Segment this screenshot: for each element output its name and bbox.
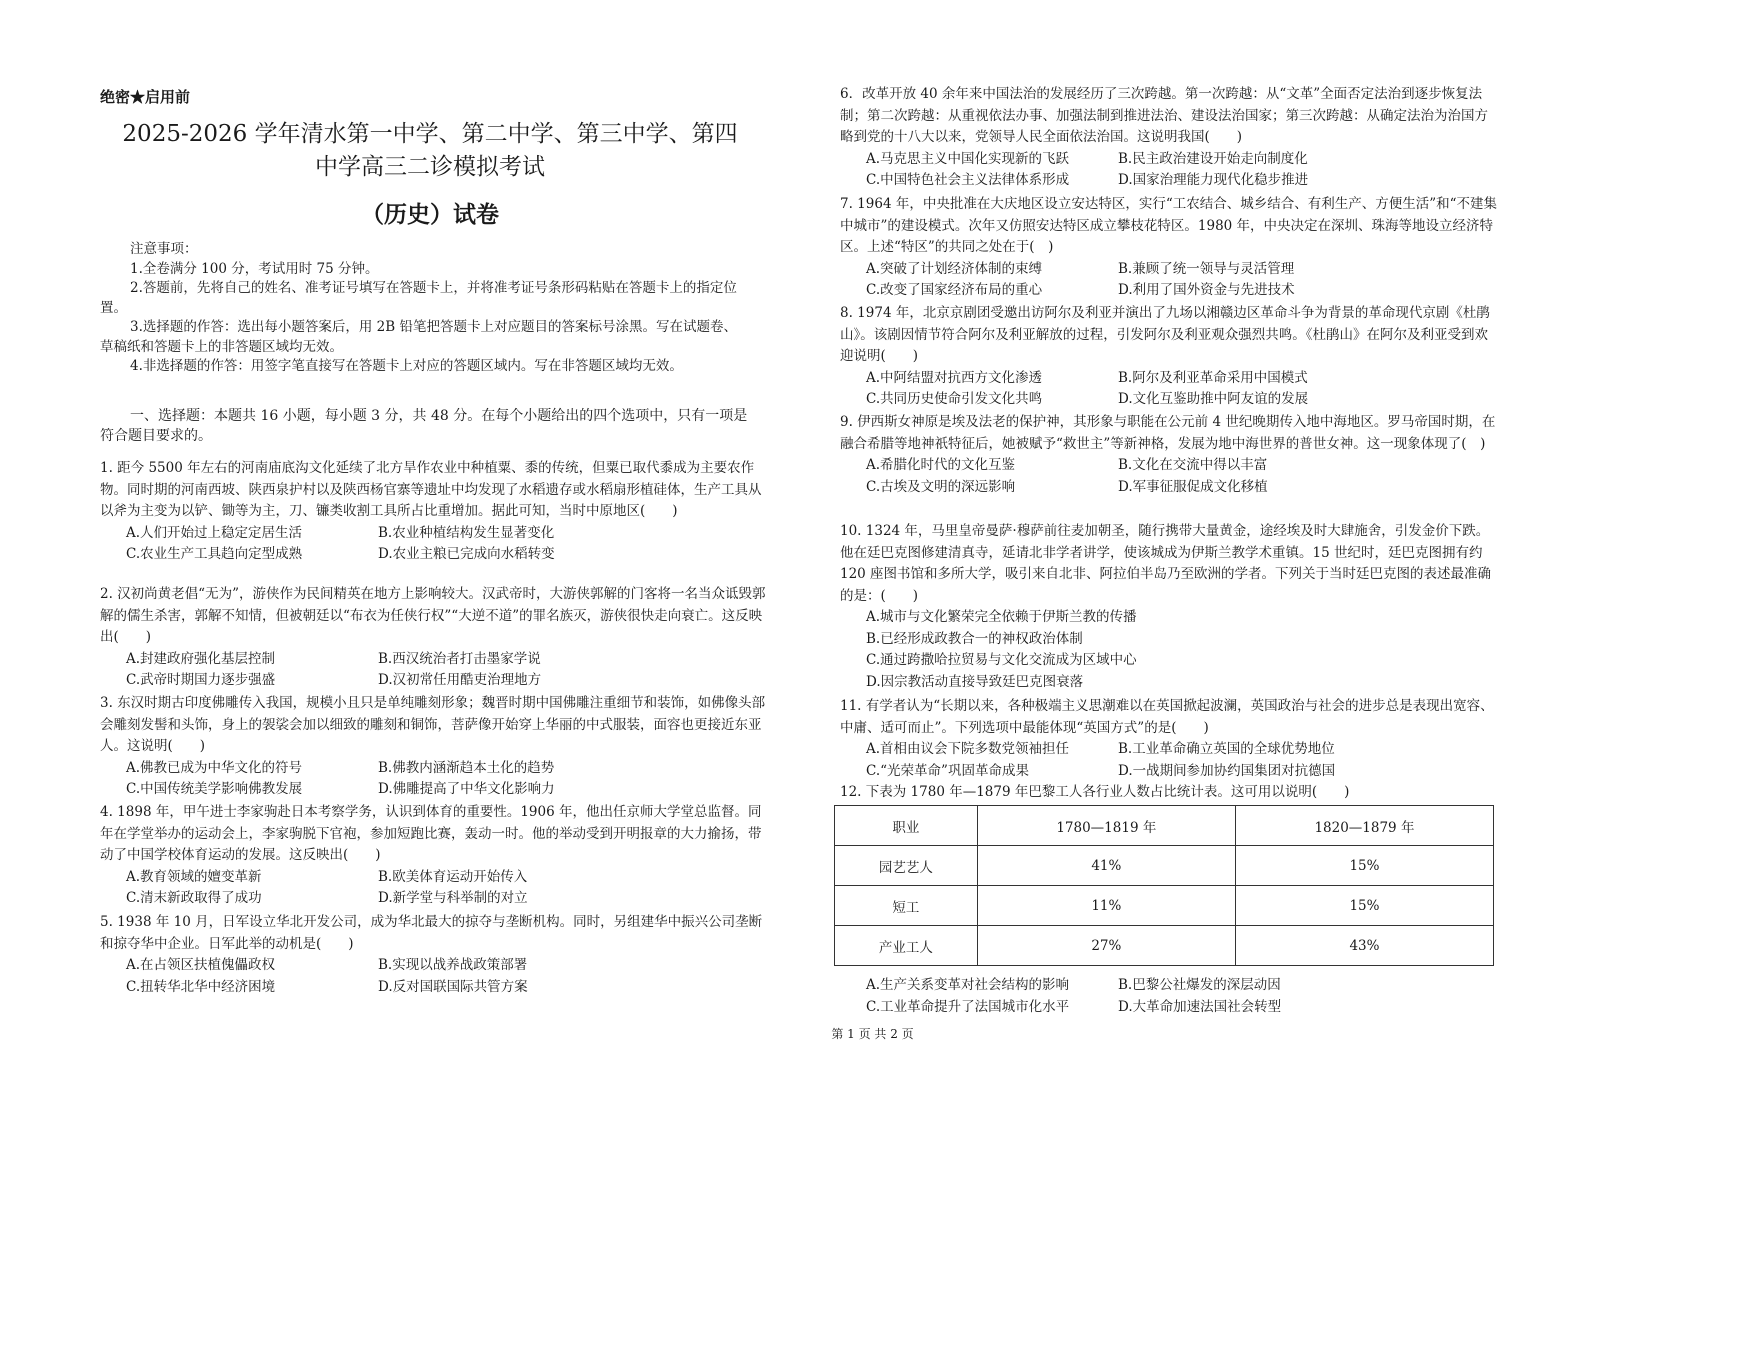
option-d[interactable]: D.大革命加速法国社会转型 [1118, 998, 1282, 1015]
data-table [834, 805, 1494, 966]
question-stem: 1. 距今 5500 年左右的河南庙底沟文化延续了北方旱作农业中种植粟、黍的传统，但粟已取代黍成为主要农作物。同时期的河南西坡、陕西泉护村以及陕西杨官寨等遗址中均发现了水稻遗存或水稻扇形植硅体，生产工具从以斧为主变为以铲、锄等为主，刀、镰类收割工具所占比重增加。据此可知，当时中原地区( ) [100, 460, 762, 519]
option-c[interactable]: C.工业革命提升了法国城市化水平 [866, 998, 1070, 1015]
option-b[interactable]: B.民主政治建设开始走向制度化 [1118, 150, 1308, 167]
option-d[interactable]: D.农业主粮已完成向水稻转变 [378, 546, 555, 562]
notice-item: 3.选择题的作答：选出每小题答案后，用 2B 铅笔把答题卡上对应题目的答案标号涂黑。写在试题卷、草稿纸和答题卡上的非答题区域均无效。 [100, 319, 737, 355]
option-a[interactable]: A.首相由议会下院多数党领袖担任 [866, 741, 1070, 757]
question-9 [840, 412, 1500, 498]
option-d[interactable]: D.利用了国外资金与先进技术 [1118, 282, 1295, 298]
table-cell: 15% [1235, 886, 1493, 926]
question-7 [840, 194, 1500, 302]
option-b[interactable]: B.文化在交流中得以丰富 [1118, 457, 1268, 473]
table-row [835, 846, 1494, 886]
question-stem: 10. 1324 年，马里皇帝曼萨·穆萨前往麦加朝圣，随行携带大量黄金，途经埃及时大肆施舍，引发金价下跌。他在廷巴克图修建清真寺，延请北非学者讲学，使该城成为伊斯兰教学术重镇。15 世纪时，廷巴克图拥有约 120 座图书馆和多所大学，吸引来自北非、阿拉伯半岛乃至欧洲的学者。下列关于当时廷巴克图的表述最准确的是：( ) [840, 523, 1492, 604]
option-a[interactable]: A.人们开始过上稳定定居生活 [126, 524, 303, 541]
table-row [835, 886, 1494, 926]
question-stem: 5. 1938 年 10 月，日军设立华北开发公司，成为华北最大的掠夺与垄断机构。同时，另组建华中振兴公司垄断和掠夺华中企业。日军此举的动机是( ) [100, 914, 763, 952]
question-stem: 12. 下表为 1780 年—1879 年巴黎工人各行业人数占比统计表。这可用以说明( ) [840, 784, 1350, 800]
option-b[interactable]: B.农业种植结构发生显著变化 [378, 524, 555, 541]
question-4 [100, 802, 770, 910]
options [840, 975, 1500, 1018]
option-b[interactable]: B.佛教内涵渐趋本土化的趋势 [378, 759, 555, 776]
question-6 [840, 84, 1500, 192]
question-stem: 8. 1974 年，北京京剧团受邀出访阿尔及利亚并演出了九场以湘赣边区革命斗争为背景的革命现代京剧《杜鹃山》。该剧因情节符合阿尔及利亚解放的过程，引发阿尔及利亚观众强烈共鸣。《杜鹃山》在阿尔及利亚受到欢迎说明( ) [840, 305, 1490, 364]
table-cell: 15% [1235, 846, 1493, 886]
options [840, 739, 1500, 782]
option-a[interactable]: A.教育领域的嬗变革新 [126, 868, 262, 885]
question-12 [840, 782, 1500, 804]
option-c[interactable]: C.武帝时期国力逐步强盛 [126, 672, 276, 688]
question-3 [100, 693, 770, 801]
table-cell: 11% [977, 886, 1235, 926]
option-c[interactable]: C.“光荣革命”巩固革命成果 [866, 762, 1029, 779]
question-2 [100, 584, 770, 692]
option-b[interactable]: B.已经形成政教合一的神权政治体制 [866, 630, 1083, 647]
option-b[interactable]: B.西汉统治者打击墨家学说 [378, 650, 541, 667]
table-row [835, 926, 1494, 966]
option-a[interactable]: A.希腊化时代的文化互鉴 [866, 457, 1016, 473]
question-11 [840, 696, 1500, 782]
options [840, 149, 1500, 192]
option-a[interactable]: A.突破了计划经济体制的束缚 [866, 260, 1043, 277]
option-d[interactable]: D.佛雕提高了中华文化影响力 [378, 781, 555, 797]
title-line-1: 2025-2026 学年清水第一中学、第二中学、第三中学、第四 [122, 121, 738, 147]
options [840, 259, 1500, 302]
options [840, 455, 1500, 498]
notice-item: 2.答题前，先将自己的姓名、准考证号填写在答题卡上，并将准考证号条形码粘贴在答题卡上的指定位置。 [100, 280, 737, 316]
option-b[interactable]: B.欧美体育运动开始传入 [378, 868, 528, 885]
table-cell: 短工 [835, 886, 978, 926]
option-a[interactable]: A.佛教已成为中华文化的符号 [126, 759, 303, 776]
option-c[interactable]: C.中国传统美学影响佛教发展 [126, 781, 303, 797]
options [840, 607, 1500, 693]
title-line-2: 中学高三二诊模拟考试 [315, 154, 545, 180]
page-footer: 第 1 页 共 2 页 [831, 1027, 914, 1041]
option-c[interactable]: C.清末新政取得了成功 [126, 890, 262, 906]
table-header: 1780—1819 年 [977, 806, 1235, 846]
table-cell: 41% [977, 846, 1235, 886]
table-cell: 27% [977, 926, 1235, 966]
notice-item: 1.全卷满分 100 分，考试用时 75 分钟。 [130, 260, 379, 277]
option-c[interactable]: C.通过跨撒哈拉贸易与文化交流成为区域中心 [866, 652, 1137, 668]
question-10 [840, 521, 1500, 693]
option-a[interactable]: A.生产关系变革对社会结构的影响 [866, 977, 1070, 993]
question-stem: 4. 1898 年，甲午进士李家驹赴日本考察学务，认识到体育的重要性。1906 年，他出任京师大学堂总监督。同年在学堂举办的运动会上，李家驹脱下官袍，参加短跑比赛，轰动一时。他的举动受到开明报章的大力揄扬，带动了中国学校体育运动的发展。这反映出( ) [100, 804, 762, 863]
exam-title [100, 118, 760, 184]
exam-subject: （历史）试卷 [361, 201, 499, 228]
notice-block [100, 240, 750, 377]
options [840, 368, 1500, 411]
option-d[interactable]: D.汉初常任用酷吏治理地方 [378, 672, 542, 688]
table-cell: 43% [1235, 926, 1493, 966]
option-c[interactable]: C.扭转华北华中经济困境 [126, 978, 276, 995]
question-8 [840, 303, 1500, 411]
question-12-options [840, 975, 1500, 1018]
options [100, 867, 770, 910]
question-stem: 7. 1964 年，中央批准在大庆地区设立安达特区，实行“工农结合、城乡结合、有利生产、方便生活”和“不建集中城市”的建设模式。次年又仿照安达特区成立攀枝花特区。1980 年，中央决定在深圳、珠海等地设立经济特区。上述“特区”的共同之处在于( ) [840, 196, 1498, 255]
option-d[interactable]: D.国家治理能力现代化稳步推进 [1118, 172, 1309, 188]
options [100, 955, 770, 998]
option-c[interactable]: C.共同历史使命引发文化共鸣 [866, 391, 1043, 407]
table-header-row [835, 806, 1494, 846]
option-d[interactable]: D.因宗教活动直接导致廷巴克图衰落 [866, 673, 1084, 690]
option-c[interactable]: C.改变了国家经济布局的重心 [866, 282, 1043, 298]
option-d[interactable]: D.军事征服促成文化移植 [1118, 478, 1268, 495]
table-header: 职业 [835, 806, 978, 846]
option-d[interactable]: D.反对国联国际共管方案 [378, 978, 528, 995]
question-1 [100, 458, 770, 566]
option-b[interactable]: B.兼顾了统一领导与灵活管理 [1118, 260, 1295, 277]
option-c[interactable]: C.古埃及文明的深远影响 [866, 478, 1016, 495]
option-d[interactable]: D.新学堂与科举制的对立 [378, 890, 528, 906]
option-a[interactable]: A.中阿结盟对抗西方文化渗透 [866, 369, 1043, 386]
question-stem: 6．改革开放 40 余年来中国法治的发展经历了三次跨越。第一次跨越：从“文革”全面否定法治到逐步恢复法制；第二次跨越：从重视依法办事、加强法制到推进法治、建设法治国家；第三次跨越：从确定法治为治国方略到党的十八大以来，党领导人民全面依法治国。这说明我国( ) [840, 86, 1488, 145]
notice-item: 4.非选择题的作答：用签字笔直接写在答题卡上对应的答题区域内。写在非答题区域均无效。 [130, 358, 683, 374]
question-stem: 11. 有学者认为“长期以来，各种极端主义思潮难以在英国掀起波澜，英国政治与社会的进步总是表现出宽容、中庸、适可而止”。下列选项中最能体现“英国方式”的是( ) [840, 698, 1494, 736]
option-c[interactable]: C.农业生产工具趋向定型成熟 [126, 546, 303, 562]
option-b[interactable]: B.工业革命确立英国的全球优势地位 [1118, 741, 1335, 757]
notice-heading: 注意事项： [130, 241, 198, 257]
secret-label: 绝密★启用前 [100, 88, 191, 106]
option-d[interactable]: D.一战期间参加协约国集团对抗德国 [1118, 762, 1336, 779]
options [100, 523, 770, 566]
option-a[interactable]: A.马克思主义中国化实现新的飞跃 [866, 150, 1070, 167]
question-stem: 3. 东汉时期古印度佛雕传入我国，规模小且只是单纯雕刻形象；魏晋时期中国佛雕注重细节和装饰，如佛像头部会雕刻发髻和头饰，身上的袈裟会加以细致的雕刻和铜饰，菩萨像开始穿上华丽的中式服装，面容也更接近东亚人。这说明( ) [100, 695, 766, 754]
option-c[interactable]: C.中国特色社会主义法律体系形成 [866, 172, 1070, 188]
question-5 [100, 912, 770, 998]
question-stem: 2. 汉初尚黄老倡“无为”，游侠作为民间精英在地方上影响较大。汉武帝时，大游侠郭解的门客将一名当众诋毁郭解的儒生杀害，郭解不知情，但被朝廷以“布衣为任侠行权”“大逆不道”的罪名族灭，游侠很快走向衰亡。这反映出( ) [100, 586, 766, 645]
table-header: 1820—1879 年 [1235, 806, 1493, 846]
section-heading: 一、选择题：本题共 16 小题，每小题 3 分，共 48 分。在每个小题给出的四个选项中，只有一项是符合题目要求的。 [100, 408, 748, 444]
question-stem: 9. 伊西斯女神原是埃及法老的保护神，其形象与职能在公元前 4 世纪晚期传入地中海地区。罗马帝国时期，在融合希腊等地神祇特征后，她被赋予“救世主”等新神格，发展为地中海世界的普世女神。这一现象体现了( ) [840, 414, 1496, 452]
option-a[interactable]: A.封建政府强化基层控制 [126, 650, 276, 667]
option-d[interactable]: D.文化互鉴助推中阿友谊的发展 [1118, 391, 1309, 407]
options [100, 649, 770, 692]
table-cell: 产业工人 [835, 926, 978, 966]
option-b[interactable]: B.巴黎公社爆发的深层动因 [1118, 977, 1281, 993]
option-b[interactable]: B.实现以战养战政策部署 [378, 957, 528, 973]
table-cell: 园艺艺人 [835, 846, 978, 886]
option-a[interactable]: A.在占领区扶植傀儡政权 [126, 957, 276, 973]
options [100, 758, 770, 801]
option-a[interactable]: A.城市与文化繁荣完全依赖于伊斯兰教的传播 [866, 609, 1137, 625]
option-b[interactable]: B.阿尔及利亚革命采用中国模式 [1118, 369, 1308, 386]
